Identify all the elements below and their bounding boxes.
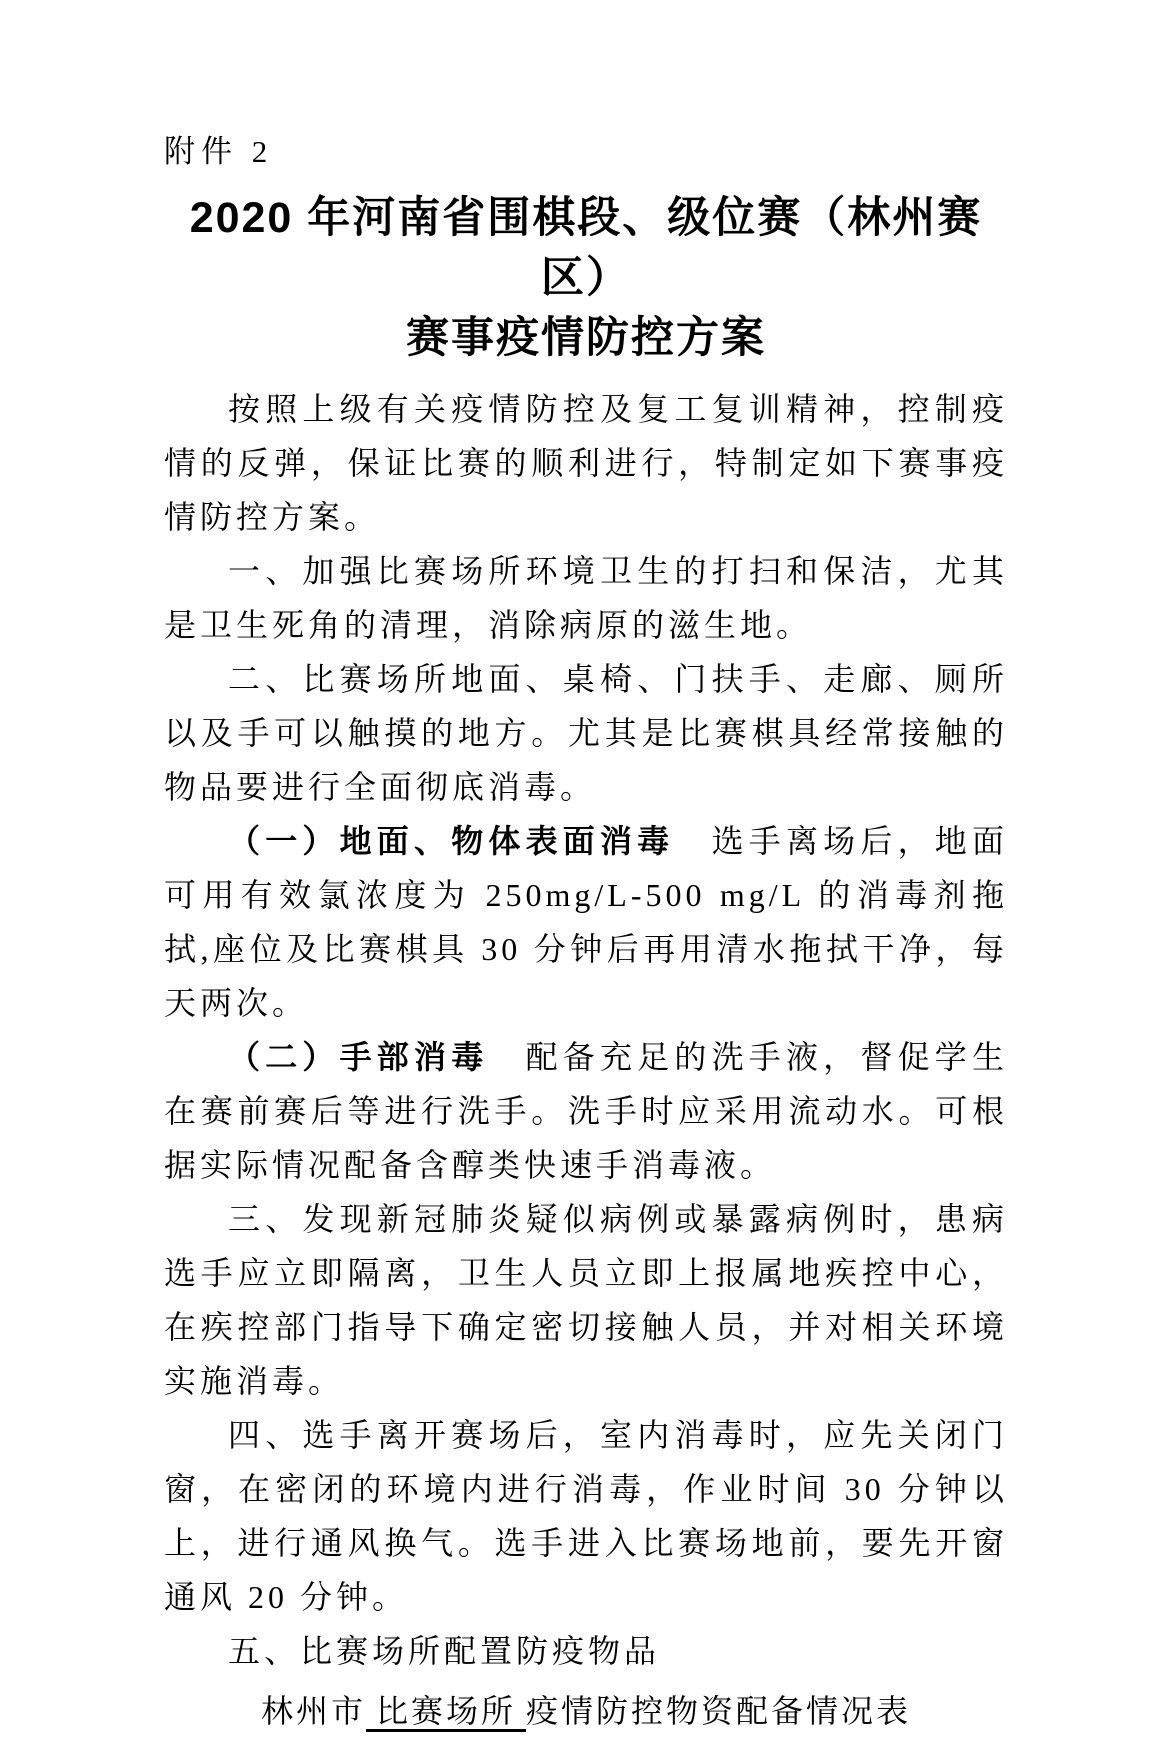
table-caption xyxy=(164,1684,1008,1738)
attachment-label: 附件 2 xyxy=(164,134,274,169)
title-line-1: 2020 年河南省围棋段、级位赛（林州赛区） xyxy=(189,194,983,302)
paragraph-item-2 xyxy=(164,652,1008,814)
document-body xyxy=(164,382,1008,1738)
caption-prefix: 林州市 xyxy=(260,1693,366,1729)
paragraph-text: 选手离场后，地面可用有效氯浓度为 250mg/L-500 mg/L 的消毒剂拖拭,座位及比赛棋具 30 分钟后再用清水拖拭干净，每天两次。 xyxy=(164,823,1008,1021)
caption-suffix: 疫情防控物资配备情况表 xyxy=(526,1693,912,1729)
paragraph-text: 一、加强比赛场所环境卫生的打扫和保洁，尤其是卫生死角的清理，消除病原的滋生地。 xyxy=(164,553,1008,643)
paragraph-item-3 xyxy=(164,1192,1008,1408)
paragraph-item-5 xyxy=(164,1624,1008,1678)
title-line-2: 赛事疫情防控方案 xyxy=(406,314,766,362)
paragraph-text: 四、选手离开赛场后，室内消毒时，应先关闭门窗，在密闭的环境内进行消毒，作业时间 30 分钟以上，进行通风换气。选手进入比赛场地前，要先开窗通风 20 分钟。 xyxy=(164,1417,1008,1615)
paragraph-text: 按照上级有关疫情防控及复工复训精神，控制疫情的反弹，保证比赛的顺利进行，特制定如下赛事疫情防控方案。 xyxy=(164,391,1008,535)
paragraph-text: 二、比赛场所地面、桌椅、门扶手、走廊、厕所以及手可以触摸的地方。尤其是比赛棋具经常接触的物品要进行全面彻底消毒。 xyxy=(164,661,1008,805)
paragraph-subitem-2 xyxy=(164,1030,1008,1192)
paragraph-item-1 xyxy=(164,544,1008,652)
document-title xyxy=(164,188,1008,368)
paragraph-lead-bold: （一）地面、物体表面消毒 xyxy=(228,823,675,859)
paragraph-item-4 xyxy=(164,1408,1008,1624)
caption-underlined-field: 比赛场所 xyxy=(366,1693,526,1732)
paragraph-intro xyxy=(164,382,1008,544)
paragraph-lead-bold: （二）手部消毒 xyxy=(228,1039,489,1075)
paragraph-text: 五、比赛场所配置防疫物品 xyxy=(228,1633,661,1669)
paragraph-text: 配备充足的洗手液，督促学生在赛前赛后等进行洗手。洗手时应采用流动水。可根据实际情况配备含醇类快速手消毒液。 xyxy=(164,1039,1008,1183)
paragraph-subitem-1 xyxy=(164,814,1008,1030)
paragraph-text: 三、发现新冠肺炎疑似病例或暴露病例时，患病选手应立即隔离，卫生人员立即上报属地疾控中心，在疾控部门指导下确定密切接触人员，并对相关环境实施消毒。 xyxy=(164,1201,1008,1399)
